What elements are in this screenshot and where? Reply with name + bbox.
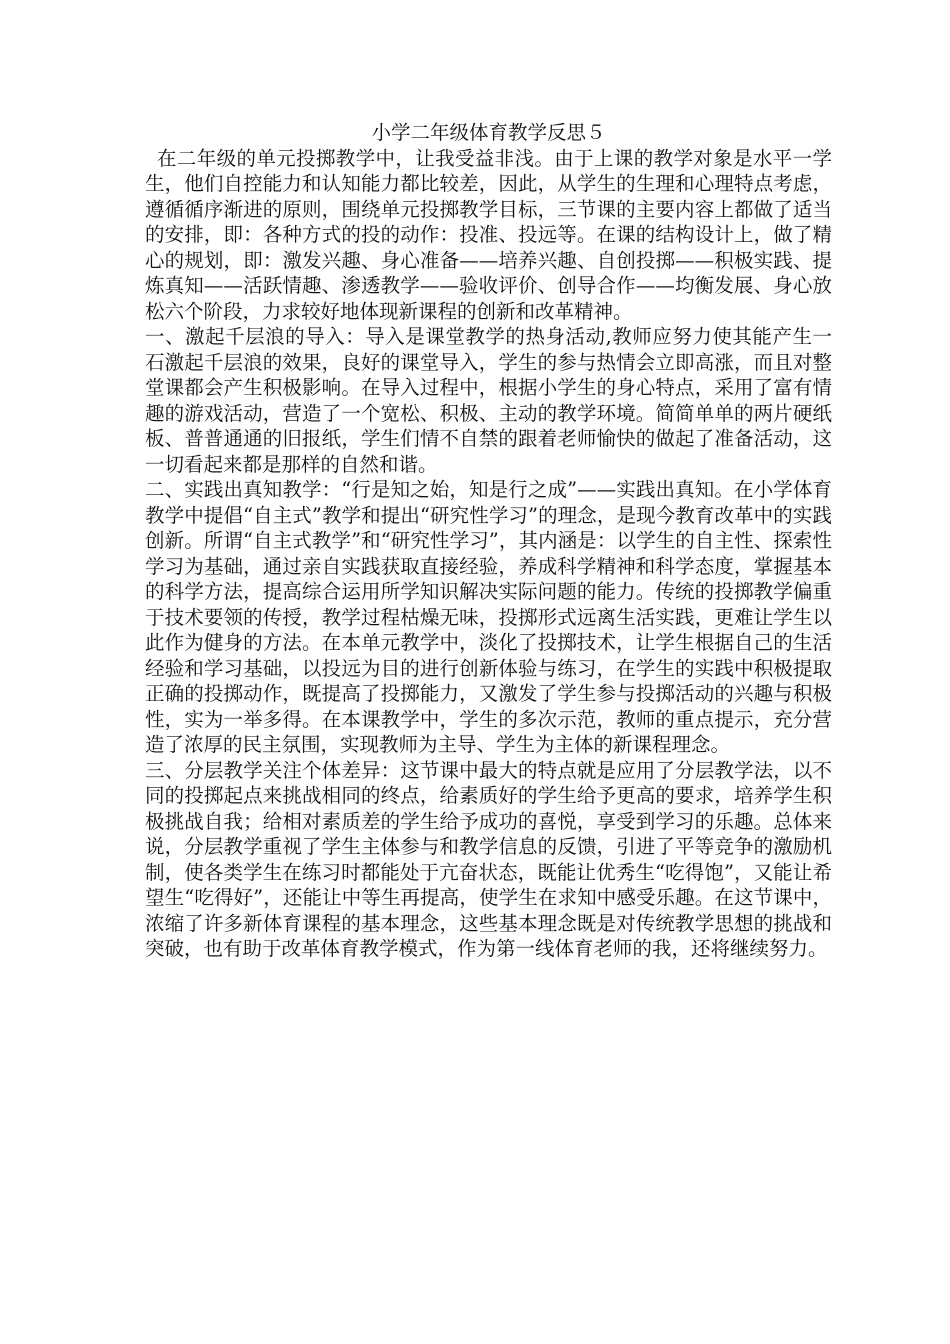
section-two-paragraph: 二、实践出真知教学：“行是知之始，知是行之成”——实践出真知。在小学体育教学中提倡“自主式”教学和提出“研究性学习”的理念，是现今教育改革中的实践创新。所谓“自主式教学”和“研究性学习”，其内涵是：以学生的自主性、探索性学习为基础，通过亲自实践获取直接经验，养成科学精神和科学态度，掌握基本的科学方法，提高综合运用所学知识解决实际问题的能力。传统的投掷教学偏重于技术要领的传授，教学过程枯燥无味，投掷形式远离生活实践，更难让学生以此作为健身的方法。在本单元教学中，淡化了投掷技术，让学生根据自己的生活经验和学习基础，以投远为目的进行创新体验与练习，在学生的实践中积极提取正确的投掷动作，既提高了投掷能力，又激发了学生参与投掷活动的兴趣与积极性，实为一举多得。在本课教学中，学生的多次示范，教师的重点提示，充分营造了浓厚的民主氛围，实现教师为主导、学生为主体的新课程理念。 [145,478,832,756]
intro-paragraph: 在二年级的单元投掷教学中，让我受益非浅。由于上课的教学对象是水平一学生，他们自控能力和认知能力都比较差，因此，从学生的生理和心理特点考虑，遵循循序渐进的原则，围绕单元投掷教学目标，三节课的主要内容上都做了适当的安排，即：各种方式的投的动作：投准、投远等。在课的结构设计上，做了精心的规划，即：激发兴趣、身心准备——培养兴趣、自创投掷——积极实践、提炼真知——活跃情趣、渗透教学——验收评价、创导合作——均衡发展、身心放松六个阶段，力求较好地体现新课程的创新和改革精神。 [145,146,832,323]
section-three-paragraph: 三、分层教学关注个体差异：这节课中最大的特点就是应用了分层教学法，以不同的投掷起点来挑战相同的终点，给素质好的学生给予更高的要求，培养学生积极挑战自我；给相对素质差的学生给予成功的喜悦，享受到学习的乐趣。总体来说，分层教学重视了学生主体参与和教学信息的反馈，引进了平等竞争的激励机制，使各类学生在练习时都能处于亢奋状态，既能让优秀生“吃得饱”，又能让希望生“吃得好”，还能让中等生再提高，使学生在求知中感受乐趣。在这节课中，浓缩了许多新体育课程的基本理念，这些基本理念既是对传统教学思想的挑战和突破，也有助于改革体育教学模式，作为第一线体育老师的我，还将继续努力。 [145,758,832,960]
section-one-paragraph: 一、激起千层浪的导入：导入是课堂教学的热身活动,教师应努力使其能产生一石激起千层浪的效果，良好的课堂导入，学生的参与热情会立即高涨，而且对整堂课都会产生积极影响。在导入过程中，根据小学生的身心特点，采用了富有情趣的游戏活动，营造了一个宽松、积极、主动的教学环境。简简单单的两片硬纸板、普普通通的旧报纸，学生们情不自禁的跟着老师愉快的做起了准备活动，这一切看起来都是那样的自然和谐。 [145,325,832,476]
document-title: 小学二年级体育教学反思５ [371,121,606,144]
document-body [145,120,832,962]
